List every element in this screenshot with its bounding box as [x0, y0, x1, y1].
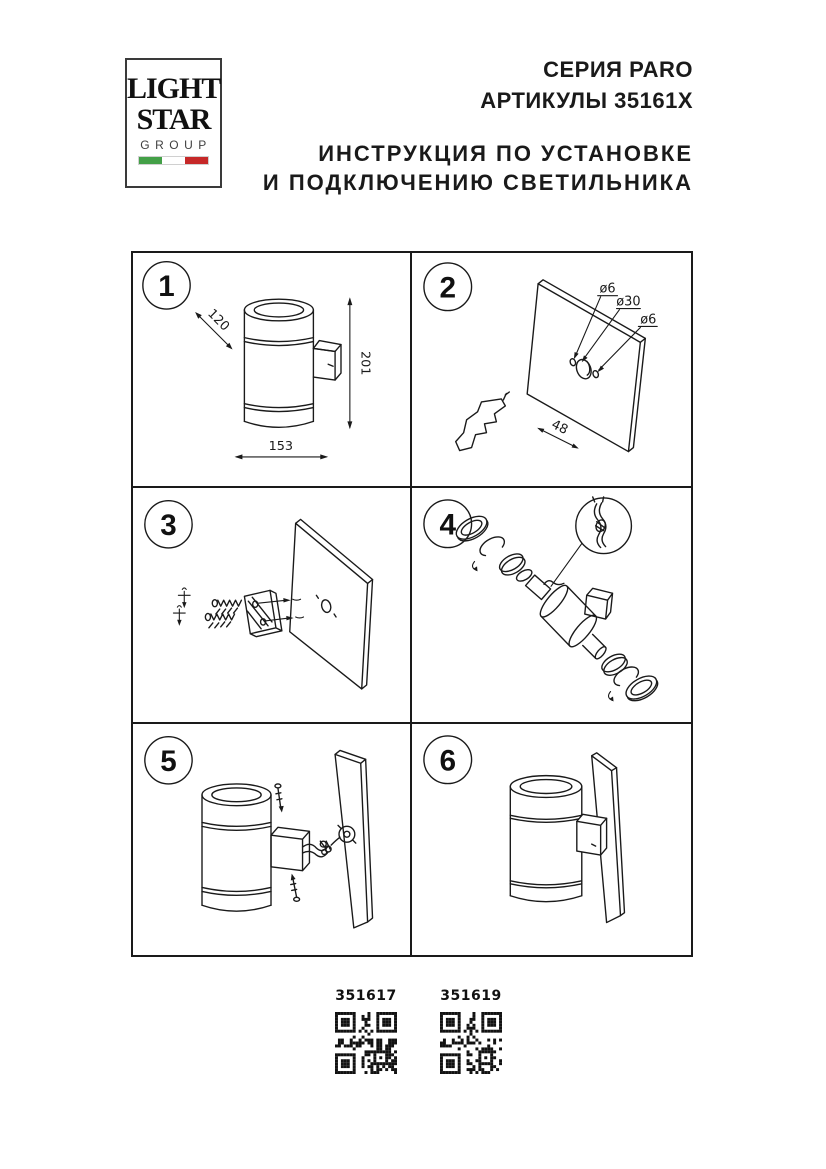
- step-4-cell: [412, 488, 691, 723]
- logo-word-light: LIGHT: [127, 72, 221, 105]
- series-title: СЕРИЯ PARO: [543, 57, 693, 82]
- lamp-body: [510, 775, 606, 901]
- dim-height: 201: [357, 351, 373, 376]
- article-number: 351619: [440, 988, 502, 1004]
- instruction-title-line1: ИНСТРУКЦИЯ ПО УСТАНОВКЕ: [318, 141, 693, 166]
- step-2-cell: [412, 253, 691, 488]
- screws: [275, 784, 300, 901]
- wall-panel: [335, 750, 372, 927]
- logo-word-group: GROUP: [140, 138, 212, 152]
- instruction-title-line2: И ПОДКЛЮЧЕНИЮ СВЕТИЛЬНИКА: [262, 170, 693, 195]
- mounting-bracket: [244, 591, 281, 637]
- qr-footer: [0, 988, 826, 1079]
- step-5-cell: [133, 724, 412, 957]
- steps-grid: [131, 251, 693, 957]
- lamp-body: [202, 784, 309, 911]
- article-number: 351617: [335, 988, 397, 1004]
- screw-symbols: [173, 588, 190, 623]
- step-1-drawing: [133, 253, 410, 486]
- dim-depth: 120: [204, 306, 233, 335]
- italian-flag-icon: [138, 156, 209, 165]
- insert-arrows: [258, 600, 303, 622]
- articles-title: АРТИКУЛЫ 35161X: [480, 88, 693, 113]
- exploded-parts: [452, 512, 661, 706]
- dim-width: 153: [268, 438, 294, 454]
- qr-code: [335, 1012, 397, 1074]
- step-3-cell: [133, 488, 412, 723]
- label-spacing: 48: [548, 417, 571, 438]
- wall-panel: [290, 520, 373, 690]
- step-number: 1: [158, 270, 175, 304]
- qr-code: [440, 1012, 502, 1074]
- step-5-drawing: [133, 724, 410, 957]
- logo-word-star: STAR: [136, 103, 211, 136]
- step-number: 6: [439, 744, 457, 778]
- qr-item: [440, 988, 502, 1079]
- step-number: 5: [160, 744, 177, 778]
- step-2-drawing: [412, 253, 691, 486]
- step-3-drawing: [133, 488, 410, 721]
- step-number: 2: [439, 271, 457, 305]
- label-hole-right: ø6: [640, 312, 657, 328]
- drill-icon: [456, 392, 510, 451]
- step-1-cell: [133, 253, 412, 488]
- step-number: 3: [160, 509, 177, 543]
- step-4-drawing: [412, 488, 691, 721]
- step-6-drawing: [412, 724, 691, 957]
- step-number: 4: [439, 508, 457, 542]
- document-header: [263, 54, 693, 197]
- label-hole-left: ø6: [599, 281, 616, 297]
- qr-item: [335, 988, 397, 1079]
- lightstar-logo: [125, 58, 222, 188]
- label-hole-center: ø30: [616, 294, 641, 310]
- screws-and-anchors: [205, 600, 241, 628]
- lamp-front-view: [244, 299, 341, 427]
- wire-detail-magnifier: [551, 497, 631, 586]
- step-6-cell: [412, 724, 691, 957]
- wires-and-terminals: [303, 837, 340, 857]
